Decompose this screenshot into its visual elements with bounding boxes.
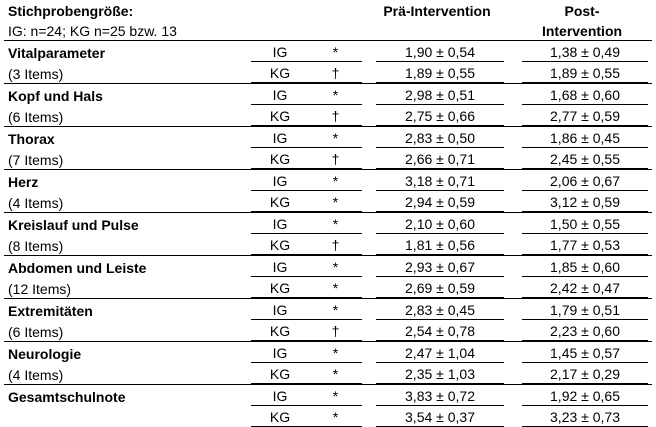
- group-label: KG: [251, 108, 309, 126]
- pre-intervention-header: Prä-Intervention: [362, 0, 512, 20]
- category-name: Neurologie: [4, 342, 249, 364]
- group-label: IG: [251, 87, 309, 105]
- significance-marker: †: [309, 151, 362, 169]
- post-value: 1,68 ± 0,60: [522, 87, 648, 105]
- category-items: (6 Items): [4, 105, 249, 127]
- post-value: 1,77 ± 0,53: [522, 237, 648, 255]
- table-row: [4, 41, 652, 63]
- significance-marker: *: [309, 366, 362, 384]
- post-value: 2,42 ± 0,47: [522, 280, 648, 298]
- table-row: [4, 342, 652, 364]
- group-label: IG: [251, 259, 309, 277]
- category-items: (6 Items): [4, 320, 249, 342]
- significance-marker: *: [309, 87, 362, 105]
- category-name: Extremitäten: [4, 299, 249, 321]
- table-row: [4, 234, 652, 256]
- post-value: 1,50 ± 0,55: [522, 216, 648, 234]
- group-label: KG: [251, 366, 309, 384]
- pre-value: 3,83 ± 0,72: [376, 388, 504, 406]
- significance-marker: *: [309, 302, 362, 320]
- table-row: [4, 127, 652, 149]
- post-value: 2,77 ± 0,59: [522, 108, 648, 126]
- category-items: (4 Items): [4, 191, 249, 213]
- significance-marker: *: [309, 409, 362, 427]
- pre-value: 2,69 ± 0,59: [376, 280, 504, 298]
- post-value: 2,23 ± 0,60: [522, 323, 648, 341]
- pre-value: 2,54 ± 0,78: [376, 323, 504, 341]
- table-row: [4, 170, 652, 192]
- post-value: 1,38 ± 0,49: [522, 44, 648, 62]
- group-label: IG: [251, 130, 309, 148]
- group-label: KG: [251, 65, 309, 83]
- category-items: (8 Items): [4, 234, 249, 256]
- significance-marker: *: [309, 388, 362, 406]
- group-label: KG: [251, 151, 309, 169]
- table-row: [4, 385, 652, 407]
- pre-value: 3,18 ± 0,71: [376, 173, 504, 191]
- pre-value: 2,98 ± 0,51: [376, 87, 504, 105]
- pre-value: 1,81 ± 0,56: [376, 237, 504, 255]
- category-name: Kopf und Hals: [4, 84, 249, 106]
- significance-marker: *: [309, 280, 362, 298]
- significance-marker: *: [309, 216, 362, 234]
- pre-value: 2,66 ± 0,71: [376, 151, 504, 169]
- table-header: [4, 0, 652, 41]
- post-value: 1,92 ± 0,65: [522, 388, 648, 406]
- category-name: Abdomen und Leiste: [4, 256, 249, 278]
- significance-marker: †: [309, 108, 362, 126]
- table-row: [4, 213, 652, 235]
- group-label: IG: [251, 173, 309, 191]
- post-intervention-header-line2: Intervention: [512, 20, 652, 41]
- pre-value: 2,75 ± 0,66: [376, 108, 504, 126]
- table-row: [4, 277, 652, 299]
- table-row: [4, 363, 652, 385]
- pre-value: 1,90 ± 0,54: [376, 44, 504, 62]
- category-items: (12 Items): [4, 277, 249, 299]
- pre-value: 3,54 ± 0,37: [376, 409, 504, 427]
- category-items: (3 Items): [4, 62, 249, 84]
- significance-marker: *: [309, 345, 362, 363]
- table-body: [4, 41, 652, 427]
- significance-marker: †: [309, 237, 362, 255]
- group-label: IG: [251, 302, 309, 320]
- table-row: [4, 105, 652, 127]
- group-label: KG: [251, 237, 309, 255]
- category-name: Vitalparameter: [4, 41, 249, 63]
- group-label: IG: [251, 216, 309, 234]
- group-label: KG: [251, 280, 309, 298]
- post-value: 1,85 ± 0,60: [522, 259, 648, 277]
- sample-size-title: Stichprobengröße:: [4, 0, 249, 20]
- table-row: [4, 320, 652, 342]
- pre-value: 2,10 ± 0,60: [376, 216, 504, 234]
- group-label: IG: [251, 345, 309, 363]
- post-intervention-header-line1: Post-: [512, 0, 652, 20]
- table-row: [4, 148, 652, 170]
- table-row: [4, 191, 652, 213]
- significance-marker: *: [309, 173, 362, 191]
- category-name: Kreislauf und Pulse: [4, 213, 249, 235]
- table-row: [4, 256, 652, 278]
- significance-marker: *: [309, 259, 362, 277]
- group-label: KG: [251, 409, 309, 427]
- post-value: 1,79 ± 0,51: [522, 302, 648, 320]
- significance-marker: *: [309, 194, 362, 212]
- category-items: (4 Items): [4, 363, 249, 385]
- table-row: [4, 299, 652, 321]
- table-row: [4, 406, 652, 427]
- significance-marker: †: [309, 65, 362, 83]
- post-value: 2,45 ± 0,55: [522, 151, 648, 169]
- sample-size-detail: IG: n=24; KG n=25 bzw. 13: [4, 20, 249, 41]
- pre-value: 2,93 ± 0,67: [376, 259, 504, 277]
- pre-value: 2,47 ± 1,04: [376, 345, 504, 363]
- post-value: 2,06 ± 0,67: [522, 173, 648, 191]
- significance-marker: *: [309, 44, 362, 62]
- table-row: [4, 84, 652, 106]
- significance-marker: †: [309, 323, 362, 341]
- post-value: 1,86 ± 0,45: [522, 130, 648, 148]
- post-value: 1,45 ± 0,57: [522, 345, 648, 363]
- significance-marker: *: [309, 130, 362, 148]
- pre-value: 2,83 ± 0,50: [376, 130, 504, 148]
- category-name: Gesamtschulnote: [4, 385, 249, 407]
- category-name: Thorax: [4, 127, 249, 149]
- post-value: 3,23 ± 0,73: [522, 409, 648, 427]
- group-label: KG: [251, 323, 309, 341]
- category-items: [4, 406, 249, 427]
- post-value: 3,12 ± 0,59: [522, 194, 648, 212]
- pre-value: 2,94 ± 0,59: [376, 194, 504, 212]
- group-label: IG: [251, 44, 309, 62]
- post-value: 2,17 ± 0,29: [522, 366, 648, 384]
- pre-value: 2,35 ± 1,03: [376, 366, 504, 384]
- category-items: (7 Items): [4, 148, 249, 170]
- group-label: IG: [251, 388, 309, 406]
- group-label: KG: [251, 194, 309, 212]
- post-value: 1,89 ± 0,55: [522, 65, 648, 83]
- pre-value: 1,89 ± 0,55: [376, 65, 504, 83]
- results-table: [4, 0, 652, 427]
- table-row: [4, 62, 652, 84]
- pre-value: 2,83 ± 0,45: [376, 302, 504, 320]
- category-name: Herz: [4, 170, 249, 192]
